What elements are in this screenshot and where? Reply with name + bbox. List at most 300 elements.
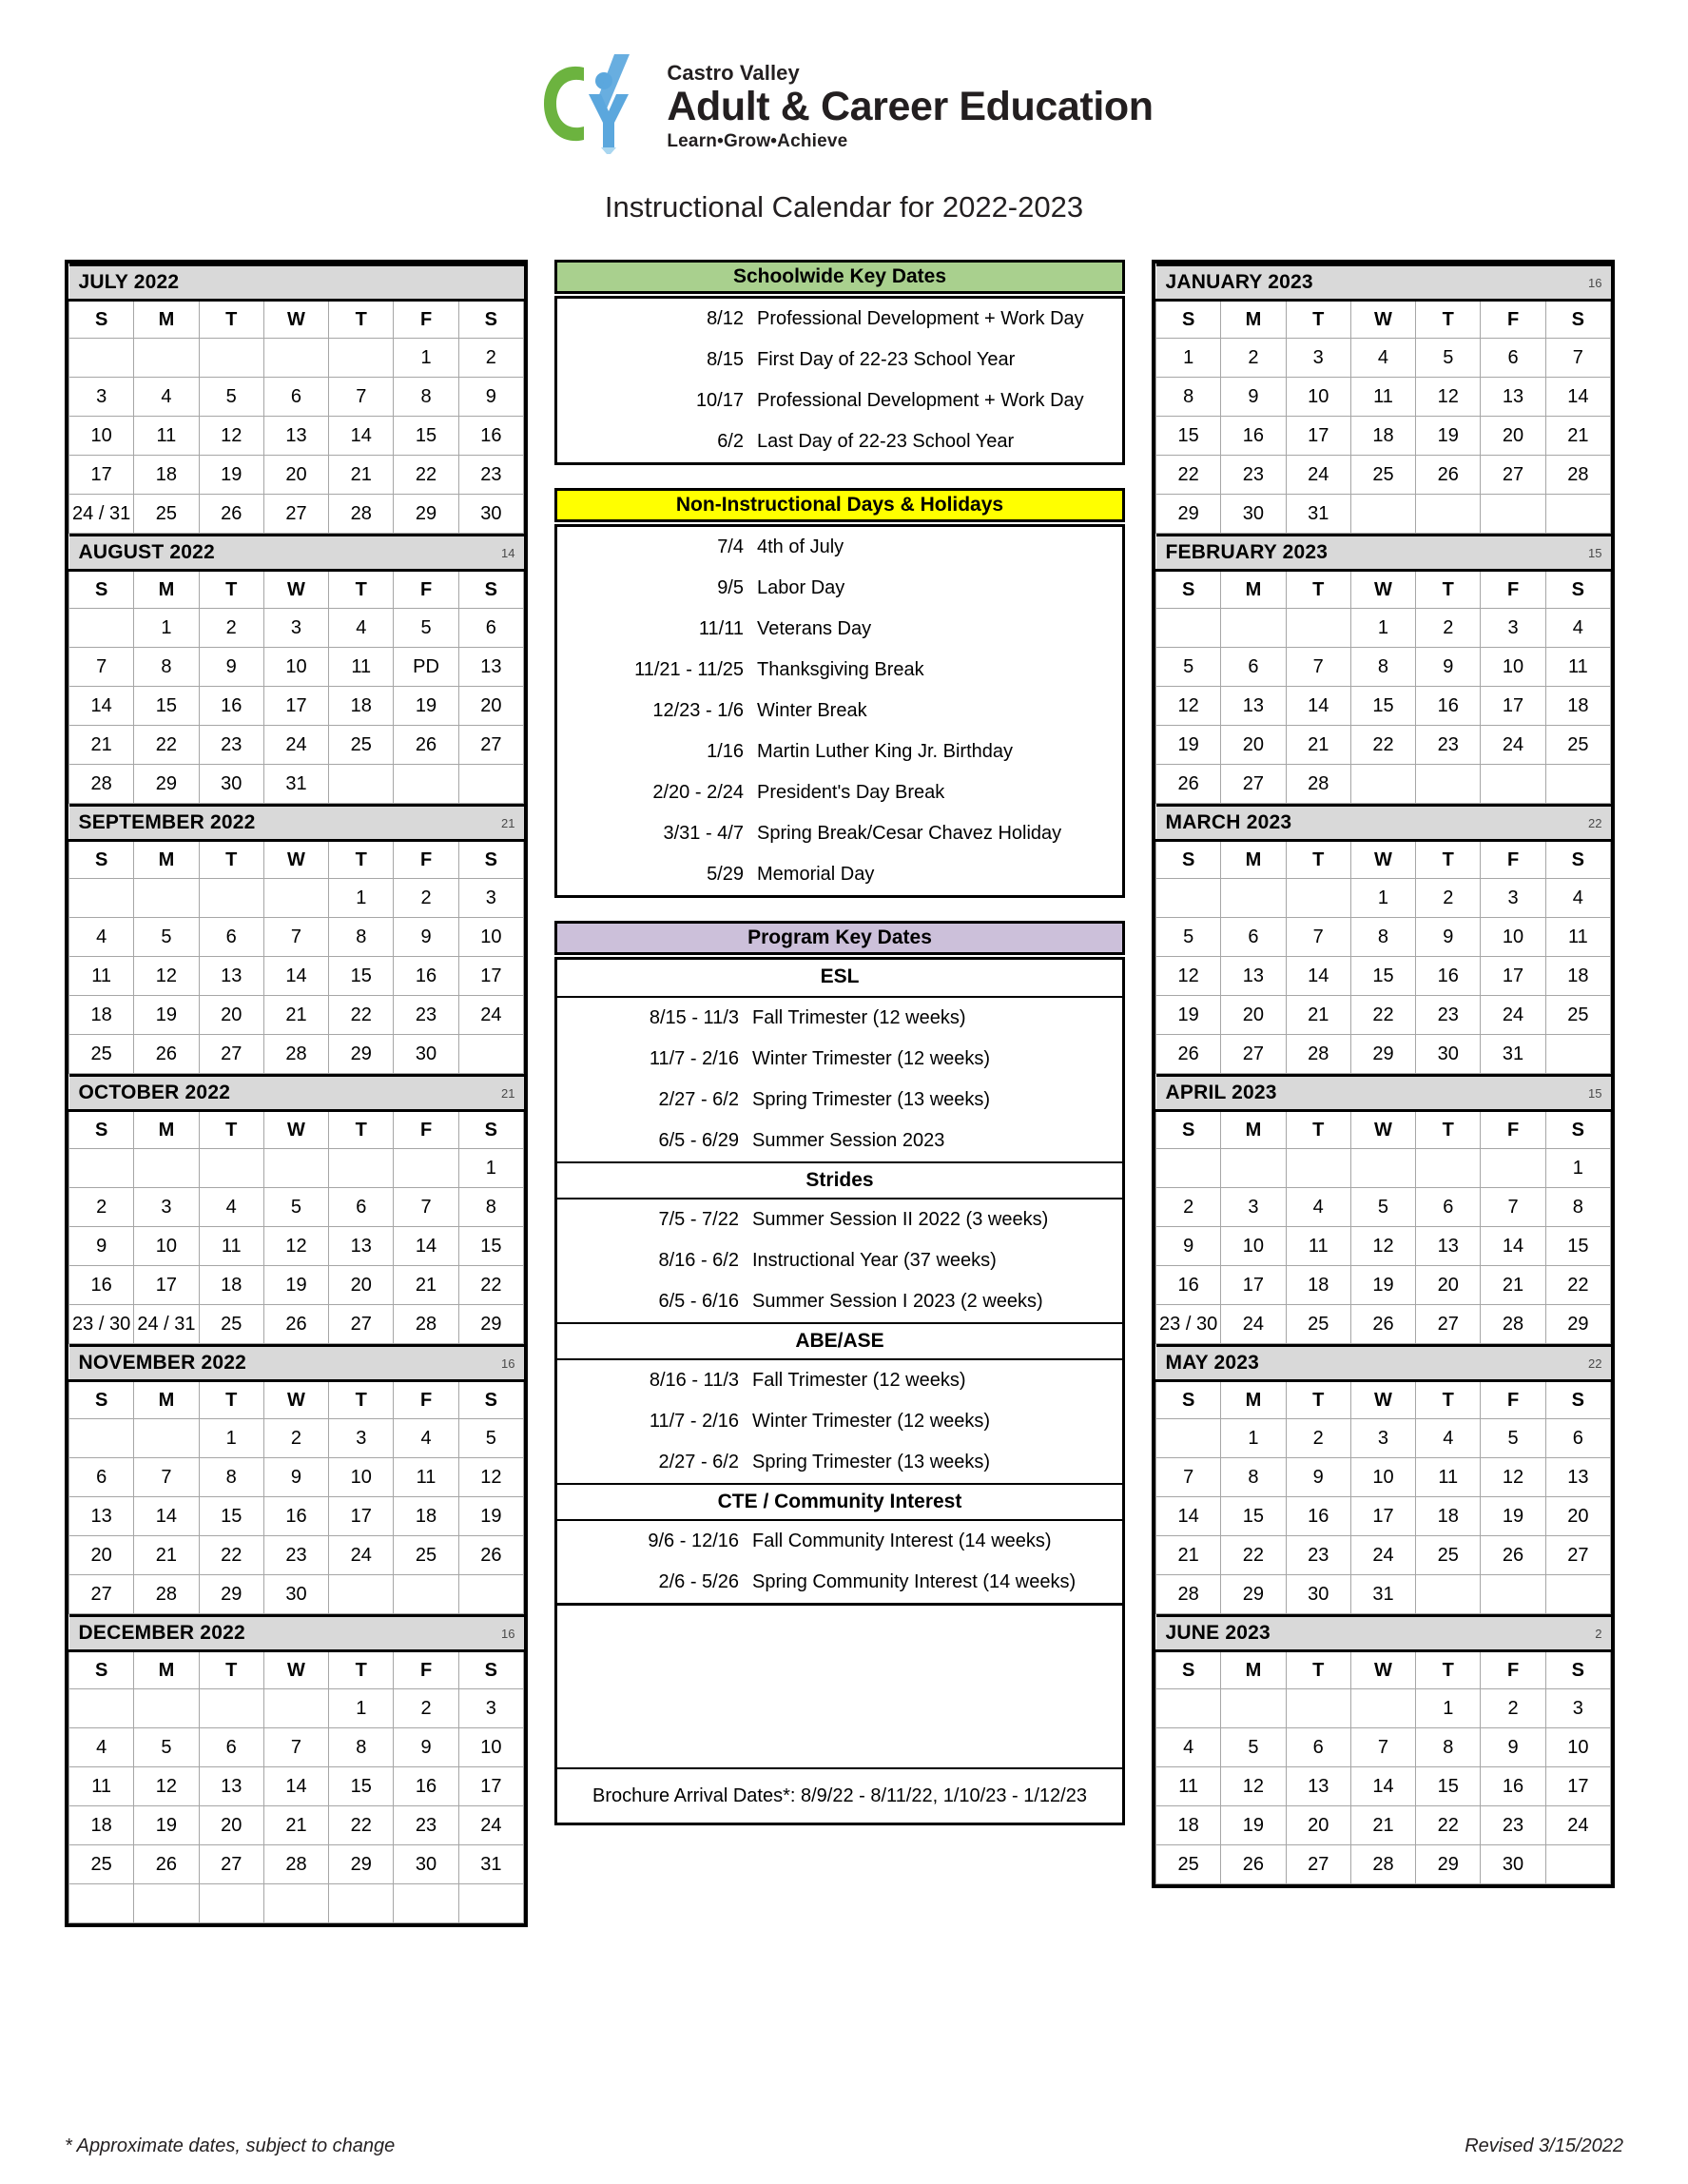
day-cell[interactable]: 13 — [1221, 687, 1286, 726]
day-cell[interactable]: 25 — [329, 726, 394, 765]
day-cell[interactable]: 22 — [199, 1536, 263, 1575]
day-cell[interactable]: 7 — [1156, 1458, 1221, 1497]
day-cell[interactable]: 23 — [394, 996, 458, 1035]
day-cell[interactable]: 20 — [458, 687, 523, 726]
day-cell[interactable]: 29 — [199, 1575, 263, 1614]
day-cell[interactable]: 9 — [263, 1458, 328, 1497]
day-cell[interactable]: 30 — [1481, 1845, 1545, 1884]
day-cell[interactable]: 19 — [1156, 726, 1221, 765]
day-cell[interactable]: 15 — [329, 1767, 394, 1806]
day-cell[interactable]: 23 — [1481, 1806, 1545, 1845]
day-cell[interactable]: 16 — [1416, 687, 1481, 726]
day-cell[interactable]: 8 — [329, 918, 394, 957]
day-cell[interactable]: 17 — [69, 456, 134, 495]
day-cell[interactable]: 3 — [263, 609, 328, 648]
day-cell[interactable]: 24 — [1286, 456, 1350, 495]
day-cell[interactable]: 26 — [1156, 1035, 1221, 1074]
day-cell[interactable]: 6 — [1286, 1728, 1350, 1767]
day-cell[interactable]: 8 — [394, 378, 458, 417]
day-cell[interactable]: 14 — [1156, 1497, 1221, 1536]
day-cell[interactable]: 20 — [1221, 726, 1286, 765]
day-cell[interactable]: 13 — [1481, 378, 1545, 417]
day-cell[interactable]: 25 — [69, 1035, 134, 1074]
day-cell[interactable]: 6 — [1481, 339, 1545, 378]
day-cell[interactable]: 2 — [199, 609, 263, 648]
day-cell[interactable]: 19 — [199, 456, 263, 495]
day-cell[interactable]: 29 — [329, 1035, 394, 1074]
day-cell[interactable]: 16 — [394, 957, 458, 996]
day-cell[interactable]: 28 — [69, 765, 134, 804]
day-cell[interactable]: 4 — [134, 378, 199, 417]
day-cell[interactable]: 16 — [394, 1767, 458, 1806]
day-cell[interactable]: 8 — [134, 648, 199, 687]
day-cell[interactable]: 23 / 30 — [1156, 1305, 1221, 1344]
day-cell[interactable]: 26 — [1350, 1305, 1415, 1344]
day-cell[interactable]: 5 — [1156, 918, 1221, 957]
day-cell[interactable]: 22 — [1350, 996, 1415, 1035]
day-cell[interactable]: 6 — [199, 918, 263, 957]
day-cell[interactable]: 14 — [1286, 687, 1350, 726]
day-cell[interactable]: 28 — [1545, 456, 1610, 495]
day-cell[interactable]: 26 — [1156, 765, 1221, 804]
day-cell[interactable]: 31 — [458, 1845, 523, 1884]
day-cell[interactable]: 6 — [1416, 1188, 1481, 1227]
day-cell[interactable]: 20 — [69, 1536, 134, 1575]
day-cell[interactable]: 28 — [263, 1035, 328, 1074]
day-cell[interactable]: 3 — [458, 879, 523, 918]
day-cell[interactable]: 11 — [1350, 378, 1415, 417]
day-cell[interactable]: 9 — [1286, 1458, 1350, 1497]
day-cell[interactable]: 12 — [1350, 1227, 1415, 1266]
day-cell[interactable]: 27 — [69, 1575, 134, 1614]
day-cell[interactable]: 15 — [394, 417, 458, 456]
day-cell[interactable]: 2 — [1416, 609, 1481, 648]
day-cell[interactable]: 20 — [199, 996, 263, 1035]
day-cell[interactable]: 17 — [1545, 1767, 1610, 1806]
day-cell[interactable]: 17 — [1481, 957, 1545, 996]
day-cell[interactable]: 6 — [329, 1188, 394, 1227]
day-cell[interactable]: 27 — [1416, 1305, 1481, 1344]
day-cell[interactable]: 21 — [1156, 1536, 1221, 1575]
day-cell[interactable]: 23 — [1416, 996, 1481, 1035]
day-cell[interactable]: 21 — [1286, 726, 1350, 765]
day-cell[interactable]: 4 — [394, 1419, 458, 1458]
day-cell[interactable]: 19 — [134, 1806, 199, 1845]
day-cell[interactable]: 10 — [1221, 1227, 1286, 1266]
day-cell[interactable]: 17 — [1481, 687, 1545, 726]
day-cell[interactable]: 1 — [1350, 609, 1415, 648]
day-cell[interactable]: 9 — [1156, 1227, 1221, 1266]
day-cell[interactable]: 18 — [1545, 957, 1610, 996]
day-cell[interactable]: 29 — [134, 765, 199, 804]
day-cell[interactable]: 29 — [1221, 1575, 1286, 1614]
day-cell[interactable]: 24 — [1221, 1305, 1286, 1344]
day-cell[interactable]: 18 — [1545, 687, 1610, 726]
day-cell[interactable]: 27 — [1221, 1035, 1286, 1074]
day-cell[interactable]: 6 — [1221, 918, 1286, 957]
day-cell[interactable]: 17 — [1286, 417, 1350, 456]
day-cell[interactable]: 2 — [1221, 339, 1286, 378]
day-cell[interactable]: 11 — [1156, 1767, 1221, 1806]
day-cell[interactable]: 24 — [263, 726, 328, 765]
day-cell[interactable]: 3 — [1350, 1419, 1415, 1458]
day-cell[interactable]: 3 — [1286, 339, 1350, 378]
day-cell[interactable]: 18 — [394, 1497, 458, 1536]
day-cell[interactable]: 27 — [1221, 765, 1286, 804]
day-cell[interactable]: 18 — [134, 456, 199, 495]
day-cell[interactable]: 3 — [1481, 879, 1545, 918]
day-cell[interactable]: 13 — [199, 1767, 263, 1806]
day-cell[interactable]: 20 — [1481, 417, 1545, 456]
day-cell[interactable]: 27 — [458, 726, 523, 765]
day-cell[interactable]: 26 — [134, 1845, 199, 1884]
day-cell[interactable]: 1 — [1350, 879, 1415, 918]
day-cell[interactable]: 20 — [1286, 1806, 1350, 1845]
day-cell[interactable]: 24 / 31 — [134, 1305, 199, 1344]
day-cell[interactable]: 18 — [1350, 417, 1415, 456]
day-cell[interactable]: 5 — [1416, 339, 1481, 378]
day-cell[interactable]: 25 — [1286, 1305, 1350, 1344]
day-cell[interactable]: 1 — [1221, 1419, 1286, 1458]
day-cell[interactable]: 20 — [263, 456, 328, 495]
day-cell[interactable]: 25 — [1545, 996, 1610, 1035]
day-cell[interactable]: 5 — [134, 1728, 199, 1767]
day-cell[interactable]: 9 — [199, 648, 263, 687]
day-cell[interactable]: 3 — [134, 1188, 199, 1227]
day-cell[interactable]: 20 — [199, 1806, 263, 1845]
day-cell[interactable]: 26 — [1481, 1536, 1545, 1575]
day-cell[interactable]: 9 — [394, 918, 458, 957]
day-cell[interactable]: 30 — [394, 1845, 458, 1884]
day-cell[interactable]: 30 — [199, 765, 263, 804]
day-cell[interactable]: 30 — [394, 1035, 458, 1074]
day-cell[interactable]: 5 — [1350, 1188, 1415, 1227]
day-cell[interactable]: 14 — [1350, 1767, 1415, 1806]
day-cell[interactable]: 25 — [199, 1305, 263, 1344]
day-cell[interactable]: 15 — [134, 687, 199, 726]
day-cell[interactable]: 25 — [134, 495, 199, 534]
day-cell[interactable]: 19 — [263, 1266, 328, 1305]
day-cell[interactable]: 26 — [134, 1035, 199, 1074]
day-cell[interactable]: 22 — [1221, 1536, 1286, 1575]
day-cell[interactable]: 23 / 30 — [69, 1305, 134, 1344]
day-cell[interactable]: 8 — [1350, 648, 1415, 687]
day-cell[interactable]: 26 — [458, 1536, 523, 1575]
day-cell[interactable]: 1 — [329, 879, 394, 918]
day-cell[interactable]: 12 — [1156, 687, 1221, 726]
day-cell[interactable]: 10 — [1350, 1458, 1415, 1497]
day-cell[interactable]: 1 — [1416, 1689, 1481, 1728]
day-cell[interactable]: 17 — [134, 1266, 199, 1305]
day-cell[interactable]: 24 / 31 — [69, 495, 134, 534]
day-cell[interactable]: 18 — [1286, 1266, 1350, 1305]
day-cell[interactable]: 16 — [1156, 1266, 1221, 1305]
day-cell[interactable]: 8 — [1416, 1728, 1481, 1767]
day-cell[interactable]: 6 — [263, 378, 328, 417]
day-cell[interactable]: 11 — [329, 648, 394, 687]
day-cell[interactable]: 24 — [1481, 996, 1545, 1035]
day-cell[interactable]: 7 — [329, 378, 394, 417]
day-cell[interactable]: 10 — [1481, 918, 1545, 957]
day-cell[interactable]: 28 — [1286, 765, 1350, 804]
day-cell[interactable]: 21 — [1481, 1266, 1545, 1305]
day-cell[interactable]: 11 — [394, 1458, 458, 1497]
day-cell[interactable]: 25 — [1545, 726, 1610, 765]
day-cell[interactable]: 20 — [1416, 1266, 1481, 1305]
day-cell[interactable]: 25 — [1156, 1845, 1221, 1884]
day-cell[interactable]: 22 — [1416, 1806, 1481, 1845]
day-cell[interactable]: 29 — [458, 1305, 523, 1344]
day-cell[interactable]: 24 — [458, 1806, 523, 1845]
day-cell[interactable]: 11 — [134, 417, 199, 456]
day-cell[interactable]: 17 — [263, 687, 328, 726]
day-cell[interactable]: 10 — [69, 417, 134, 456]
day-cell[interactable]: 27 — [329, 1305, 394, 1344]
day-cell[interactable]: 7 — [69, 648, 134, 687]
day-cell[interactable]: 23 — [394, 1806, 458, 1845]
day-cell[interactable]: 15 — [1221, 1497, 1286, 1536]
day-cell[interactable]: 15 — [1350, 957, 1415, 996]
day-cell[interactable]: 12 — [134, 1767, 199, 1806]
day-cell[interactable]: 4 — [69, 918, 134, 957]
day-cell[interactable]: 11 — [69, 957, 134, 996]
day-cell[interactable]: 24 — [1481, 726, 1545, 765]
day-cell[interactable]: 28 — [1481, 1305, 1545, 1344]
day-cell[interactable]: 16 — [263, 1497, 328, 1536]
day-cell[interactable]: 17 — [329, 1497, 394, 1536]
day-cell[interactable]: 29 — [394, 495, 458, 534]
day-cell[interactable]: 26 — [1221, 1845, 1286, 1884]
day-cell[interactable]: 19 — [1481, 1497, 1545, 1536]
day-cell[interactable]: 14 — [329, 417, 394, 456]
day-cell[interactable]: 24 — [458, 996, 523, 1035]
day-cell[interactable]: 7 — [1350, 1728, 1415, 1767]
day-cell[interactable]: 14 — [1286, 957, 1350, 996]
day-cell[interactable]: 12 — [1221, 1767, 1286, 1806]
day-cell[interactable]: 27 — [1286, 1845, 1350, 1884]
day-cell[interactable]: 6 — [1545, 1419, 1610, 1458]
day-cell[interactable]: 14 — [1481, 1227, 1545, 1266]
day-cell[interactable]: 22 — [329, 996, 394, 1035]
day-cell[interactable]: 11 — [1545, 648, 1610, 687]
day-cell[interactable]: 29 — [1545, 1305, 1610, 1344]
day-cell[interactable]: 12 — [458, 1458, 523, 1497]
day-cell[interactable]: 3 — [458, 1689, 523, 1728]
day-cell[interactable]: 10 — [263, 648, 328, 687]
day-cell[interactable]: 7 — [134, 1458, 199, 1497]
day-cell[interactable]: 31 — [1350, 1575, 1415, 1614]
day-cell[interactable]: 3 — [329, 1419, 394, 1458]
day-cell[interactable]: 10 — [1481, 648, 1545, 687]
day-cell[interactable]: 22 — [1545, 1266, 1610, 1305]
day-cell[interactable]: 11 — [1286, 1227, 1350, 1266]
day-cell[interactable]: 28 — [1286, 1035, 1350, 1074]
day-cell[interactable]: 22 — [394, 456, 458, 495]
day-cell[interactable]: 26 — [263, 1305, 328, 1344]
day-cell[interactable]: 16 — [458, 417, 523, 456]
day-cell[interactable]: 16 — [1286, 1497, 1350, 1536]
day-cell[interactable]: 30 — [1286, 1575, 1350, 1614]
day-cell[interactable]: 22 — [134, 726, 199, 765]
day-cell[interactable]: 8 — [458, 1188, 523, 1227]
day-cell[interactable]: 9 — [69, 1227, 134, 1266]
day-cell[interactable]: 28 — [134, 1575, 199, 1614]
day-cell[interactable]: 11 — [1545, 918, 1610, 957]
day-cell[interactable]: 23 — [458, 456, 523, 495]
day-cell[interactable]: 11 — [1416, 1458, 1481, 1497]
day-cell[interactable]: 9 — [1221, 378, 1286, 417]
day-cell[interactable]: 9 — [1416, 918, 1481, 957]
day-cell[interactable]: 12 — [134, 957, 199, 996]
day-cell[interactable]: 28 — [394, 1305, 458, 1344]
day-cell[interactable]: 1 — [394, 339, 458, 378]
day-cell[interactable]: 14 — [263, 957, 328, 996]
day-cell[interactable]: 27 — [263, 495, 328, 534]
day-cell[interactable]: 5 — [458, 1419, 523, 1458]
day-cell[interactable]: 1 — [134, 609, 199, 648]
day-cell[interactable]: 19 — [134, 996, 199, 1035]
day-cell[interactable]: 9 — [458, 378, 523, 417]
day-cell[interactable]: 18 — [199, 1266, 263, 1305]
day-cell[interactable]: 4 — [69, 1728, 134, 1767]
day-cell[interactable]: 26 — [199, 495, 263, 534]
day-cell[interactable]: 24 — [1350, 1536, 1415, 1575]
day-cell[interactable]: 5 — [134, 918, 199, 957]
day-cell[interactable]: 31 — [263, 765, 328, 804]
day-cell[interactable]: 16 — [199, 687, 263, 726]
day-cell[interactable]: 6 — [458, 609, 523, 648]
day-cell[interactable]: 31 — [1481, 1035, 1545, 1074]
day-cell[interactable]: 15 — [1416, 1767, 1481, 1806]
day-cell[interactable]: 21 — [1350, 1806, 1415, 1845]
day-cell[interactable]: 18 — [329, 687, 394, 726]
day-cell[interactable]: 7 — [1481, 1188, 1545, 1227]
day-cell[interactable]: 21 — [69, 726, 134, 765]
day-cell[interactable]: 16 — [1416, 957, 1481, 996]
day-cell[interactable]: 21 — [263, 996, 328, 1035]
day-cell[interactable]: 16 — [1221, 417, 1286, 456]
day-cell[interactable]: 5 — [263, 1188, 328, 1227]
day-cell[interactable]: 17 — [458, 957, 523, 996]
day-cell[interactable]: 22 — [329, 1806, 394, 1845]
day-cell[interactable]: 19 — [1221, 1806, 1286, 1845]
day-cell[interactable]: 4 — [329, 609, 394, 648]
day-cell[interactable]: 26 — [1416, 456, 1481, 495]
day-cell[interactable]: 19 — [1416, 417, 1481, 456]
day-cell[interactable]: 8 — [199, 1458, 263, 1497]
day-cell[interactable]: 16 — [1481, 1767, 1545, 1806]
day-cell[interactable]: 13 — [1545, 1458, 1610, 1497]
day-cell[interactable]: 15 — [1156, 417, 1221, 456]
day-cell[interactable]: 2 — [1156, 1188, 1221, 1227]
day-cell[interactable]: 15 — [1545, 1227, 1610, 1266]
day-cell[interactable]: 3 — [1481, 609, 1545, 648]
day-cell[interactable]: 12 — [263, 1227, 328, 1266]
day-cell[interactable]: 28 — [329, 495, 394, 534]
day-cell[interactable]: 5 — [1156, 648, 1221, 687]
day-cell[interactable]: 21 — [1545, 417, 1610, 456]
day-cell[interactable]: 13 — [1416, 1227, 1481, 1266]
day-cell[interactable]: 18 — [69, 996, 134, 1035]
day-cell[interactable]: 29 — [329, 1845, 394, 1884]
day-cell[interactable]: 9 — [1481, 1728, 1545, 1767]
day-cell[interactable]: 27 — [1545, 1536, 1610, 1575]
day-cell[interactable]: 28 — [263, 1845, 328, 1884]
day-cell[interactable]: 10 — [1286, 378, 1350, 417]
day-cell[interactable]: 31 — [1286, 495, 1350, 534]
day-cell[interactable]: 27 — [1481, 456, 1545, 495]
day-cell[interactable]: 5 — [199, 378, 263, 417]
day-cell[interactable]: 8 — [1156, 378, 1221, 417]
day-cell[interactable]: 15 — [458, 1227, 523, 1266]
day-cell[interactable]: 12 — [199, 417, 263, 456]
day-cell[interactable]: 21 — [263, 1806, 328, 1845]
day-cell[interactable]: 5 — [1481, 1419, 1545, 1458]
day-cell[interactable]: 29 — [1350, 1035, 1415, 1074]
day-cell[interactable]: 23 — [1286, 1536, 1350, 1575]
day-cell[interactable]: 23 — [199, 726, 263, 765]
day-cell[interactable]: 14 — [69, 687, 134, 726]
day-cell[interactable]: 20 — [1545, 1497, 1610, 1536]
day-cell[interactable]: 28 — [1156, 1575, 1221, 1614]
day-cell[interactable]: 6 — [199, 1728, 263, 1767]
day-cell[interactable]: 24 — [1545, 1806, 1610, 1845]
day-cell[interactable]: 14 — [1545, 378, 1610, 417]
day-cell[interactable]: 23 — [1416, 726, 1481, 765]
day-cell[interactable]: 14 — [263, 1767, 328, 1806]
day-cell[interactable]: 14 — [134, 1497, 199, 1536]
day-cell[interactable]: 4 — [1350, 339, 1415, 378]
day-cell[interactable]: 17 — [1350, 1497, 1415, 1536]
day-cell[interactable]: 2 — [1481, 1689, 1545, 1728]
day-cell[interactable]: 10 — [458, 918, 523, 957]
day-cell[interactable]: 4 — [1286, 1188, 1350, 1227]
day-cell[interactable]: 4 — [1416, 1419, 1481, 1458]
day-cell[interactable]: 13 — [69, 1497, 134, 1536]
day-cell[interactable]: 3 — [69, 378, 134, 417]
day-cell[interactable]: 6 — [1221, 648, 1286, 687]
day-cell[interactable]: 27 — [199, 1035, 263, 1074]
day-cell[interactable]: 1 — [458, 1149, 523, 1188]
day-cell[interactable]: 12 — [1156, 957, 1221, 996]
day-cell[interactable]: 7 — [1545, 339, 1610, 378]
day-cell[interactable]: 18 — [69, 1806, 134, 1845]
day-cell[interactable]: 10 — [458, 1728, 523, 1767]
day-cell[interactable]: 25 — [394, 1536, 458, 1575]
day-cell[interactable]: 9 — [394, 1728, 458, 1767]
day-cell[interactable]: 23 — [1221, 456, 1286, 495]
day-cell[interactable]: 27 — [199, 1845, 263, 1884]
day-cell[interactable]: 2 — [1286, 1419, 1350, 1458]
day-cell[interactable]: 5 — [394, 609, 458, 648]
day-cell[interactable]: 30 — [1416, 1035, 1481, 1074]
day-cell[interactable]: 26 — [394, 726, 458, 765]
day-cell[interactable]: 18 — [1156, 1806, 1221, 1845]
day-cell[interactable]: 15 — [199, 1497, 263, 1536]
day-cell[interactable]: 1 — [1156, 339, 1221, 378]
day-cell[interactable]: 15 — [329, 957, 394, 996]
day-cell[interactable]: 4 — [1545, 609, 1610, 648]
day-cell[interactable]: 19 — [458, 1497, 523, 1536]
day-cell[interactable]: 13 — [458, 648, 523, 687]
day-cell[interactable]: 8 — [329, 1728, 394, 1767]
day-cell[interactable]: 12 — [1416, 378, 1481, 417]
day-cell[interactable]: 13 — [199, 957, 263, 996]
day-cell[interactable]: 13 — [1286, 1767, 1350, 1806]
day-cell[interactable]: 10 — [329, 1458, 394, 1497]
day-cell[interactable]: 7 — [1286, 918, 1350, 957]
day-cell[interactable]: 8 — [1221, 1458, 1286, 1497]
